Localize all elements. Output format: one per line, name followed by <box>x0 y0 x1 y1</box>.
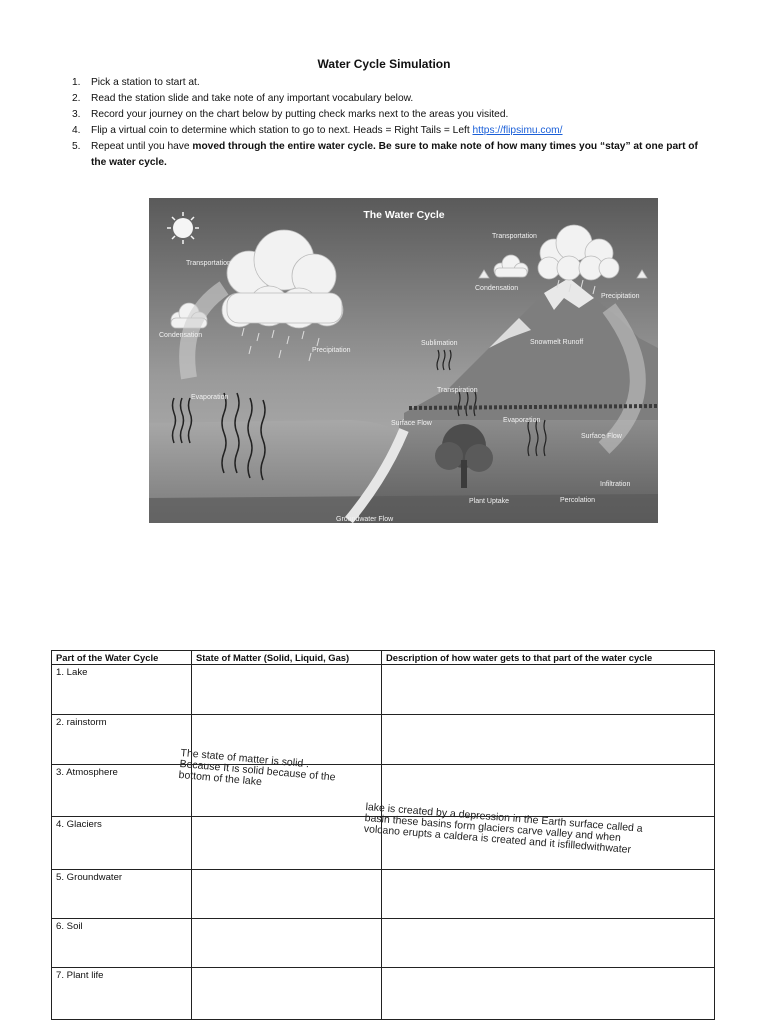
water-cycle-diagram <box>149 198 658 523</box>
part-cell: 1. Lake <box>52 665 192 715</box>
step-number: 3. <box>72 109 81 120</box>
table-row <box>52 870 715 919</box>
description-cell[interactable] <box>382 715 715 765</box>
part-cell: 5. Groundwater <box>52 870 192 919</box>
instruction-item <box>72 91 712 107</box>
instruction-item <box>72 123 712 139</box>
label-plant-uptake: Plant Uptake <box>469 498 510 505</box>
table-row <box>52 919 715 968</box>
label-evaporation: Evaporation <box>191 394 229 401</box>
handwritten-description-note: lake is created by a depression in the Earth surface called a basin these basins form glaciers carve valley and when volcano erupts a caldera is created and it isfilledwithwater <box>363 801 644 856</box>
instruction-item <box>72 107 712 123</box>
part-cell: 2. rainstorm <box>52 715 192 765</box>
label-infiltration: Infiltration <box>600 481 631 488</box>
label-percolation: Percolation <box>560 497 596 504</box>
instruction-item <box>72 139 712 171</box>
column-header-part: Part of the Water Cycle <box>52 651 192 665</box>
page-title: Water Cycle Simulation <box>317 57 451 71</box>
label-evaporation-small: Evaporation <box>503 417 541 424</box>
table-header-row <box>52 651 715 665</box>
state-cell[interactable] <box>192 968 382 1020</box>
label-condensation-left: Condensation <box>159 332 203 339</box>
part-cell: 4. Glaciers <box>52 817 192 870</box>
step-text: Read the station slide and take note of any important vocabulary below. <box>91 93 414 104</box>
label-sublimation: Sublimation <box>421 340 458 347</box>
step-number: 2. <box>72 93 81 104</box>
step-text: Repeat until you have <box>91 141 193 152</box>
step-text: Record your journey on the chart below by putting check marks next to the areas you visited. <box>91 109 509 120</box>
step-text: Flip a virtual coin to determine which station to go to next. Heads = Right Tails = Left <box>91 125 473 136</box>
part-cell: 7. Plant life <box>52 968 192 1020</box>
state-cell[interactable] <box>192 919 382 968</box>
state-cell[interactable] <box>192 870 382 919</box>
handwritten-state-note: The state of matter is solid . Because It is solid because of the bottom of the lake <box>178 747 336 789</box>
instruction-item <box>72 75 712 91</box>
step-number: 1. <box>72 77 81 88</box>
description-cell[interactable] <box>382 870 715 919</box>
label-condensation-right: Condensation <box>475 285 519 292</box>
step-number: 5. <box>72 141 81 152</box>
part-cell: 3. Atmosphere <box>52 765 192 817</box>
part-cell: 6. Soil <box>52 919 192 968</box>
description-cell[interactable] <box>382 665 715 715</box>
label-surface-flow-left: Surface Flow <box>391 420 432 427</box>
label-transportation-right: Transportation <box>492 233 537 240</box>
table-row <box>52 715 715 765</box>
label-precipitation-right: Precipitation <box>601 293 640 300</box>
label-groundwater-flow: Groundwater Flow <box>336 516 394 523</box>
step-bold-text: moved through the entire water cycle. Be sure to make note of how many times you “stay” at one part of the water cycle. <box>91 141 698 168</box>
column-header-description: Description of how water gets to that part of the water cycle <box>382 651 715 665</box>
description-cell[interactable] <box>382 919 715 968</box>
label-transportation-left: Transportation <box>186 260 231 267</box>
table-row <box>52 968 715 1020</box>
state-cell[interactable] <box>192 665 382 715</box>
column-header-state: State of Matter (Solid, Liquid, Gas) <box>192 651 382 665</box>
diagram-heading: The Water Cycle <box>363 209 445 221</box>
label-transpiration: Transpiration <box>437 387 478 394</box>
instruction-list <box>72 75 712 171</box>
label-snowmelt-runoff: Snowmelt Runoff <box>530 339 584 346</box>
step-number: 4. <box>72 125 81 136</box>
table-row <box>52 665 715 715</box>
state-cell[interactable] <box>192 817 382 870</box>
step-text: Pick a station to start at. <box>91 77 200 88</box>
label-precipitation-left: Precipitation <box>312 347 351 354</box>
flipsimu-link[interactable]: https://flipsimu.com/ <box>472 125 563 136</box>
label-surface-flow-right: Surface Flow <box>581 433 622 440</box>
description-cell[interactable] <box>382 968 715 1020</box>
